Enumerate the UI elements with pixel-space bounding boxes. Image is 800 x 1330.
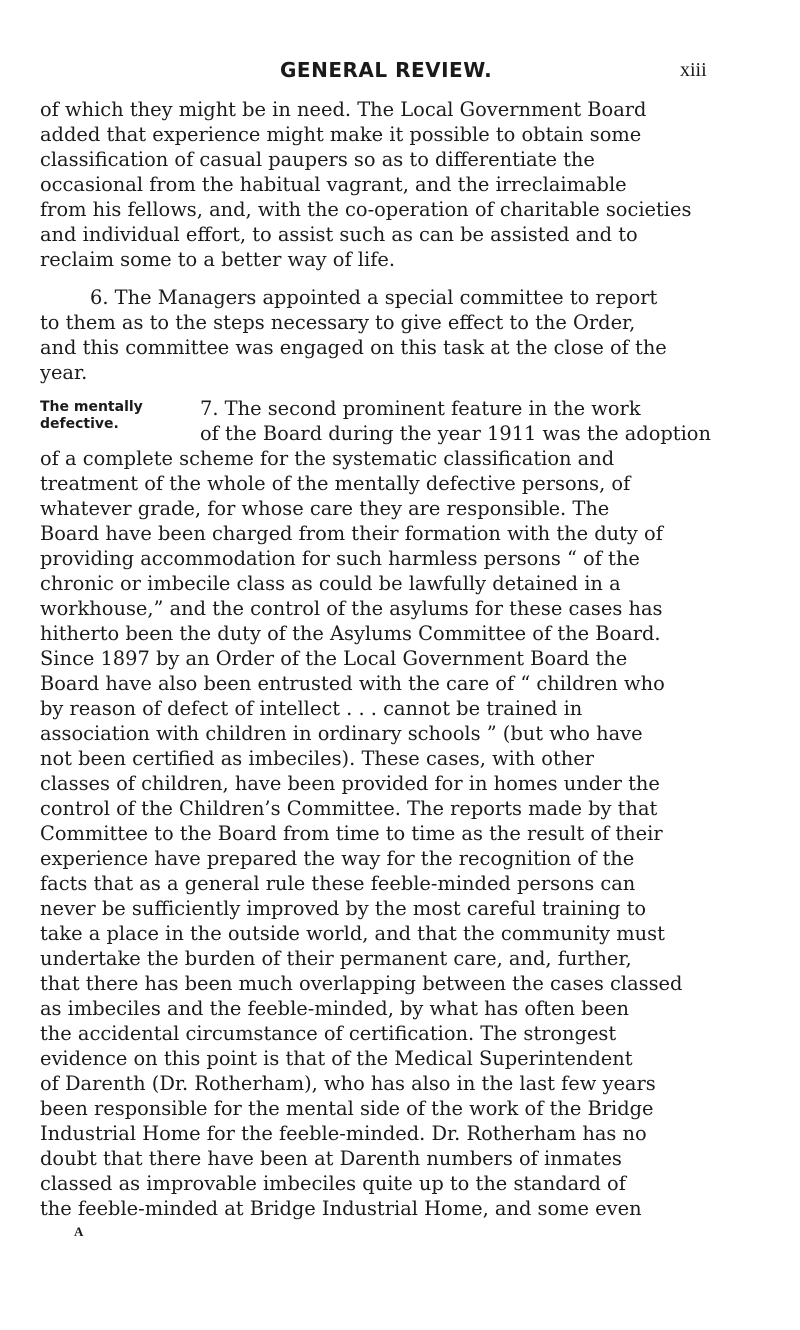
text-line: the accidental circumstance of certification. The strongest [40,1022,617,1045]
text-line: Board have been charged from their formation with the duty of [40,522,663,545]
text-line: and this committee was engaged on this task at the close of the [40,336,667,359]
sidenote-line: defective. [40,416,119,432]
text-line: evidence on this point is that of the Medical Superintendent [40,1047,633,1070]
text-line: undertake the burden of their permanent care, and, further, [40,947,632,970]
text-line: 7. The second prominent feature in the work [200,397,641,420]
text-line: Industrial Home for the feeble-minded. Dr. Rotherham has no [40,1122,647,1145]
running-header [0,58,800,88]
text-line: facts that as a general rule these feeble-minded persons can [40,872,636,895]
text-line: and individual effort, to assist such as can be assisted and to [40,223,638,246]
sidenote-line: The mentally [40,399,143,415]
text-line: been responsible for the mental side of the work of the Bridge [40,1097,654,1120]
text-line: not been certified as imbeciles). These cases, with other [40,747,595,770]
text-line: by reason of defect of intellect . . . cannot be trained in [40,697,583,720]
text-line: control of the Children’s Committee. The reports made by that [40,797,658,820]
text-line: never be sufficiently improved by the most careful training to [40,897,647,920]
signature-mark: A [74,1224,84,1239]
text-line: year. [40,361,88,384]
text-line: association with children in ordinary schools ” (but who have [40,722,643,745]
page-title: GENERAL REVIEW. [280,58,493,82]
text-line: added that experience might make it possible to obtain some [40,123,642,146]
text-line: experience have prepared the way for the recognition of the [40,847,635,870]
text-line: take a place in the outside world, and that the community must [40,922,665,945]
text-line: that there has been much overlapping between the cases classed [40,972,683,995]
text-line: treatment of the whole of the mentally defective persons, of [40,472,631,495]
text-line: doubt that there have been at Darenth numbers of inmates [40,1147,622,1170]
text-line: from his fellows, and, with the co-operation of charitable societies [40,198,692,221]
text-line: classes of children, have been provided for in homes under the [40,772,660,795]
text-line: classification of casual paupers so as to differentiate the [40,148,595,171]
text-line: whatever grade, for whose care they are responsible. The [40,497,610,520]
text-line: 6. The Managers appointed a special committee to report [90,286,658,309]
text-line: chronic or imbecile class as could be lawfully detained in a [40,572,621,595]
text-line: of the Board during the year 1911 was the adoption [200,422,711,445]
text-line: Committee to the Board from time to time as the result of their [40,822,663,845]
page-number: xiii [680,59,707,81]
text-line: as imbeciles and the feeble-minded, by what has often been [40,997,629,1020]
text-line: Board have also been entrusted with the care of “ children who [40,672,665,695]
text-line: the feeble-minded at Bridge Industrial Home, and some even [40,1197,642,1220]
text-line: workhouse,” and the control of the asylums for these cases has [40,597,663,620]
text-line: classed as improvable imbeciles quite up to the standard of [40,1172,626,1195]
text-line: hitherto been the duty of the Asylums Committee of the Board. [40,622,661,645]
text-line: reclaim some to a better way of life. [40,248,396,271]
text-line: Since 1897 by an Order of the Local Government Board the [40,647,628,670]
text-line: of Darenth (Dr. Rotherham), who has also in the last few years [40,1072,656,1095]
text-line: occasional from the habitual vagrant, and the irreclaimable [40,173,627,196]
text-line: providing accommodation for such harmless persons “ of the [40,547,640,570]
text-line: of a complete scheme for the systematic classification and [40,447,615,470]
text-line: of which they might be in need. The Local Government Board [40,98,647,121]
text-line: to them as to the steps necessary to give effect to the Order, [40,311,636,334]
